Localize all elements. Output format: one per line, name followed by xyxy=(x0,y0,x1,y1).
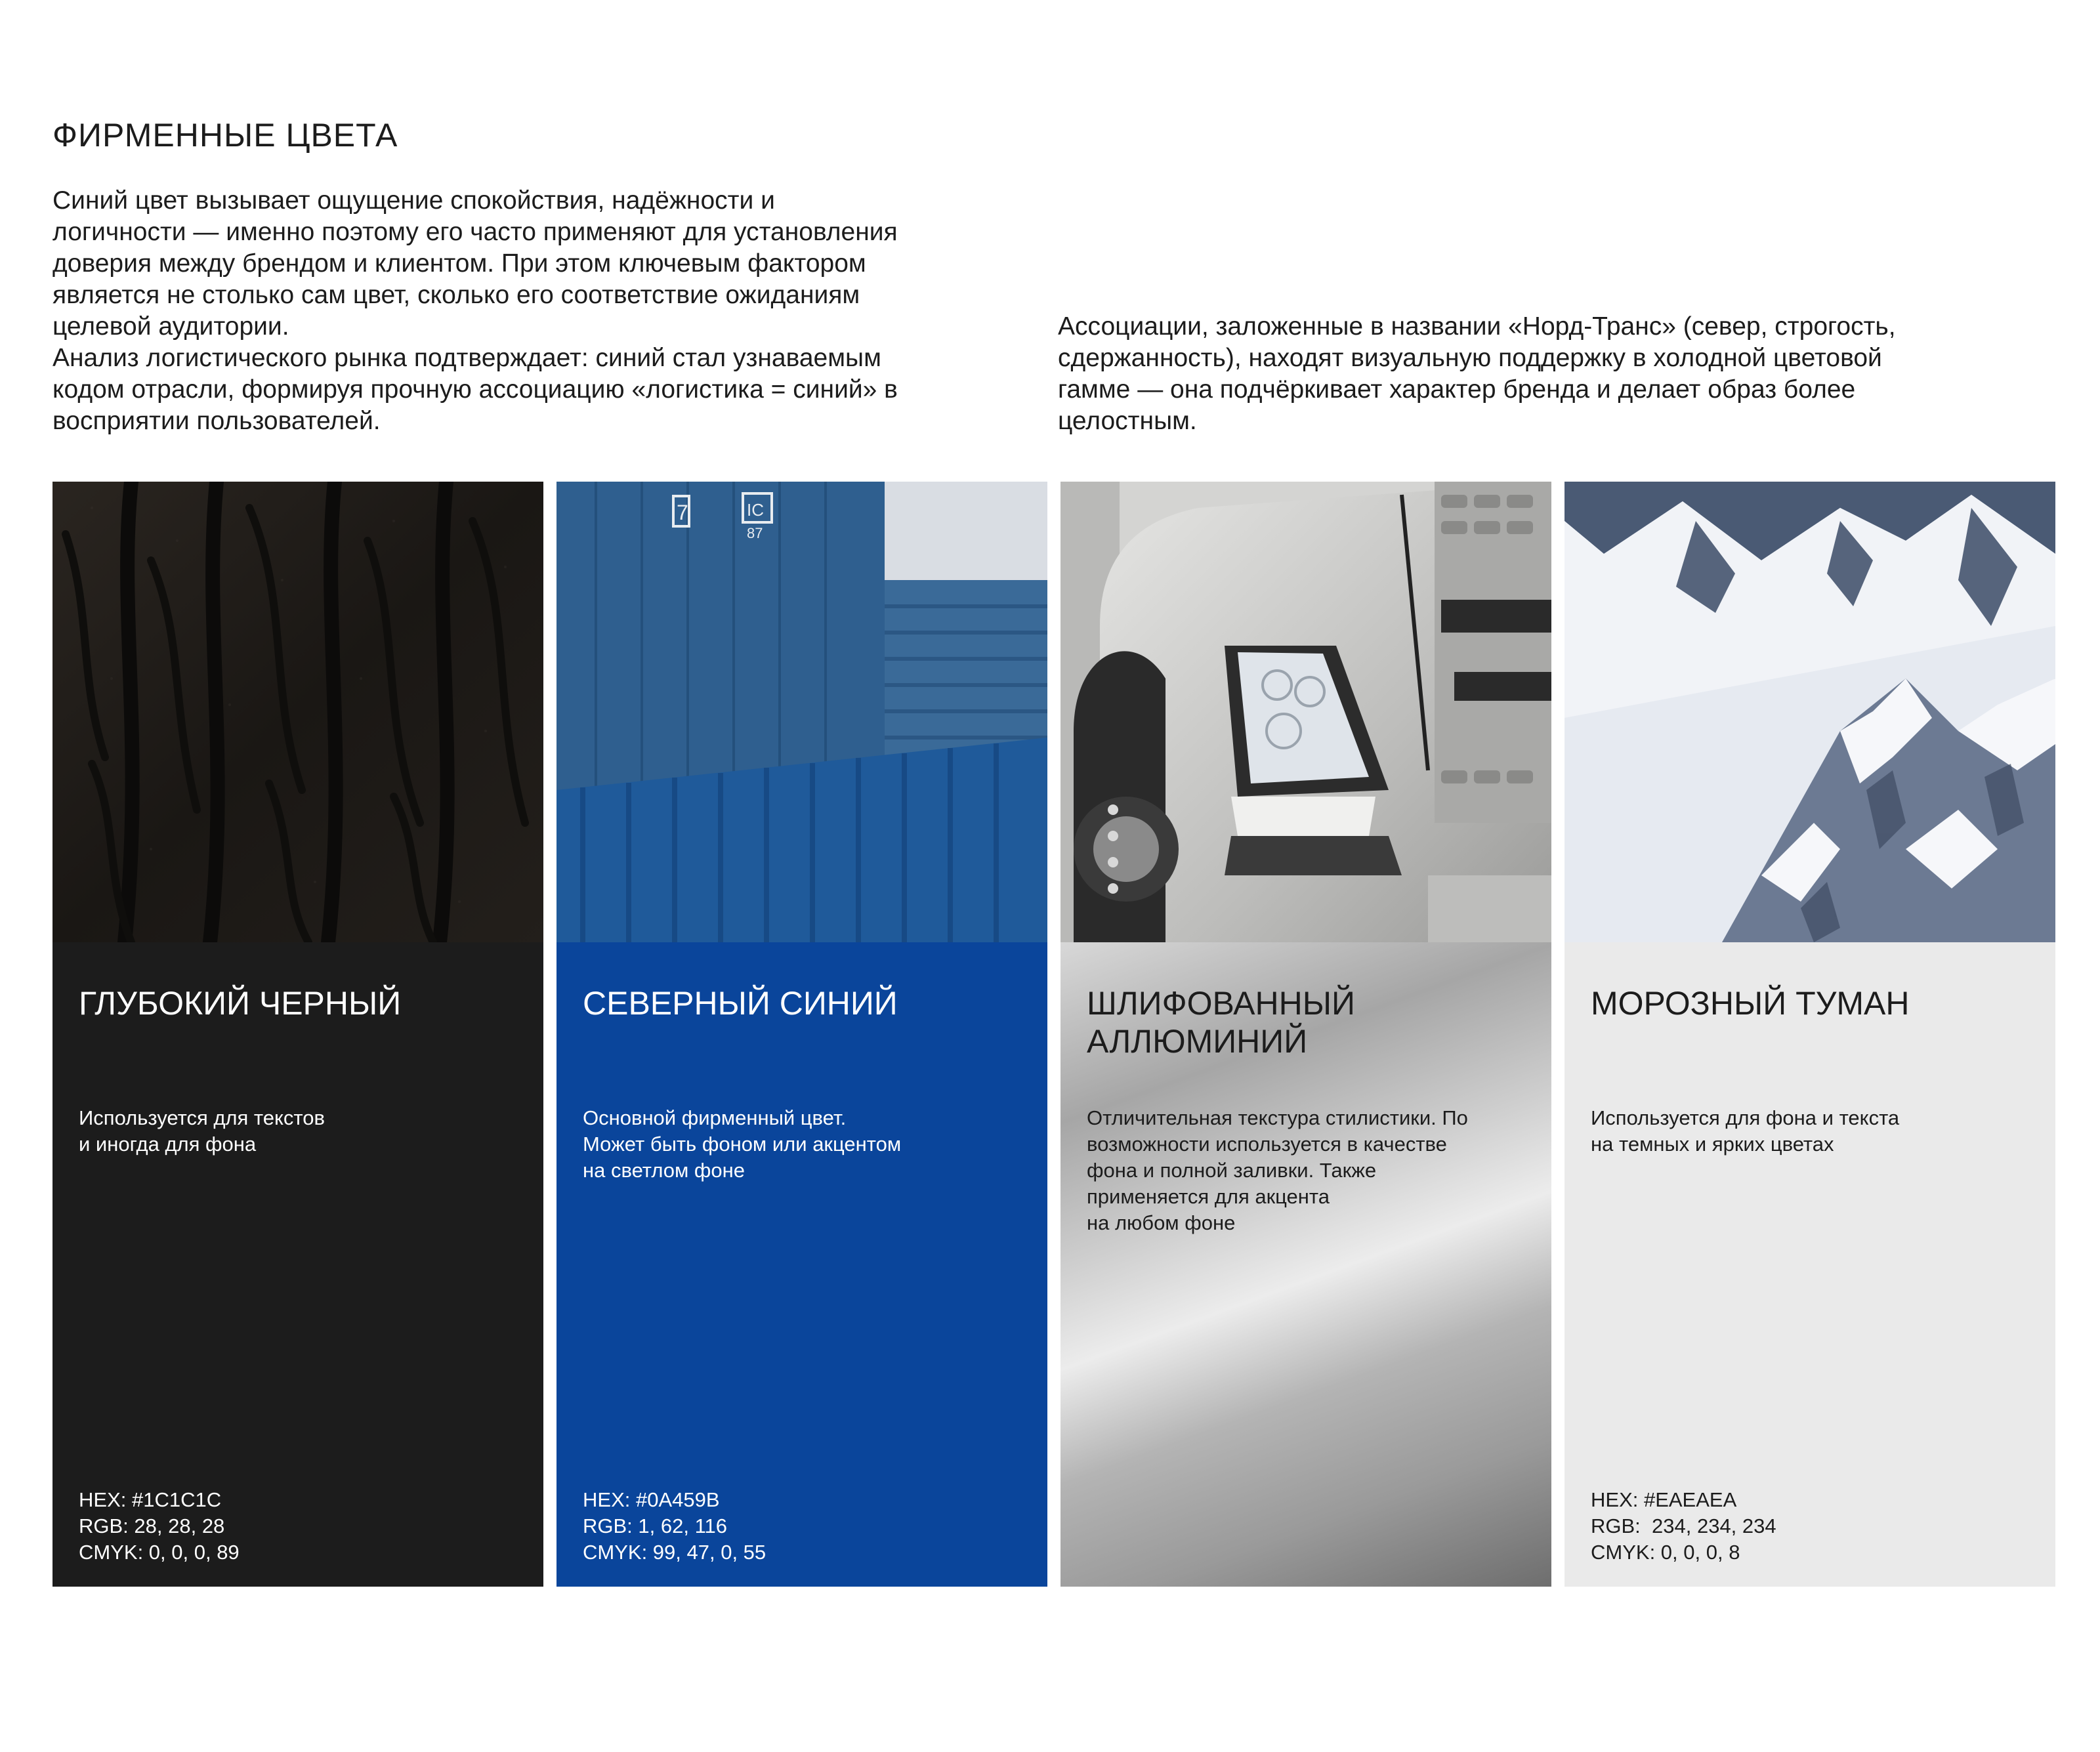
color-card-frosty-fog xyxy=(1564,482,2055,1587)
hex-code: HEX: #EAEAEA xyxy=(1591,1488,1737,1511)
swatch-panel-northern-blue xyxy=(556,942,1047,1587)
swatch-codes xyxy=(1591,1487,1776,1566)
rgb-code: RGB: 234, 234, 234 xyxy=(1591,1514,1776,1537)
swatch-panel-frosty-fog xyxy=(1564,942,2055,1587)
swatch-name: СЕВЕРНЫЙ СИНИЙ xyxy=(583,985,898,1022)
snowy-mountains-photo xyxy=(1564,482,2055,942)
container-mark-digits: 87 xyxy=(747,525,763,541)
page-title: ФИРМЕННЫЕ ЦВЕТА xyxy=(52,117,398,154)
swatch-codes xyxy=(79,1487,240,1566)
cmyk-code: CMYK: 99, 47, 0, 55 xyxy=(583,1541,766,1564)
shipping-containers-photo xyxy=(556,482,1047,942)
cmyk-code: CMYK: 0, 0, 0, 89 xyxy=(79,1541,240,1564)
container-mark-code: IC xyxy=(747,500,764,520)
swatch-name: МОРОЗНЫЙ ТУМАН xyxy=(1591,985,1910,1022)
swatch-name: ГЛУБОКИЙ ЧЕРНЫЙ xyxy=(79,985,402,1022)
rgb-code: RGB: 1, 62, 116 xyxy=(583,1514,727,1537)
swatch-codes xyxy=(583,1487,766,1566)
cmyk-code: CMYK: 0, 0, 0, 8 xyxy=(1591,1541,1740,1564)
swatch-description: Используется для текстов и иногда для фона xyxy=(79,1106,325,1156)
color-card-brushed-aluminium xyxy=(1060,482,1551,1587)
swatch-name: ШЛИФОВАННЫЙ АЛЛЮМИНИЙ xyxy=(1087,985,1355,1060)
swatch-panel-deep-black xyxy=(52,942,543,1587)
swatch-panel-brushed-aluminium xyxy=(1060,942,1551,1587)
swatch-description: Основной фирменный цвет. Может быть фоном или акцентом на светлом фоне xyxy=(583,1106,902,1182)
color-card-deep-black xyxy=(52,482,543,1587)
intro-text-left: Синий цвет вызывает ощущение спокойствия, надёжности и логичности — именно поэтому его часто применяют для установления доверия между брендом и клиентом. При этом ключевым фактором является не столько сам цвет, сколько его соответствие ожиданиям целевой аудитории. Анализ логистического рынка подтверждает: синий стал узнаваемым кодом отрасли, формируя прочную ассоциацию «логистика = синий» в восприятии пользователей. xyxy=(52,186,898,435)
truck-headlight-photo xyxy=(1060,482,1551,942)
hex-code: HEX: #1C1C1C xyxy=(79,1488,222,1511)
color-card-northern-blue xyxy=(556,482,1047,1587)
swatch-description: Используется для фона и текста на темных и ярких цветах xyxy=(1591,1106,1900,1156)
swatch-description: Отличительная текстура стилистики. По возможности используется в качестве фона и полной заливки. Также применяется для акцента на любом фоне xyxy=(1087,1106,1468,1234)
hex-code: HEX: #0A459B xyxy=(583,1488,720,1511)
rgb-code: RGB: 28, 28, 28 xyxy=(79,1514,225,1537)
intro-text-right: Ассоциации, заложенные в названии «Норд-Транс» (север, строгость, сдержанность), находят визуальную поддержку в холодной цветовой гамме — она подчёркивает характер бренда и делает образ более целостным. xyxy=(1058,312,1896,435)
container-mark-number: 7 xyxy=(677,501,688,524)
tire-tread-photo xyxy=(52,482,543,942)
